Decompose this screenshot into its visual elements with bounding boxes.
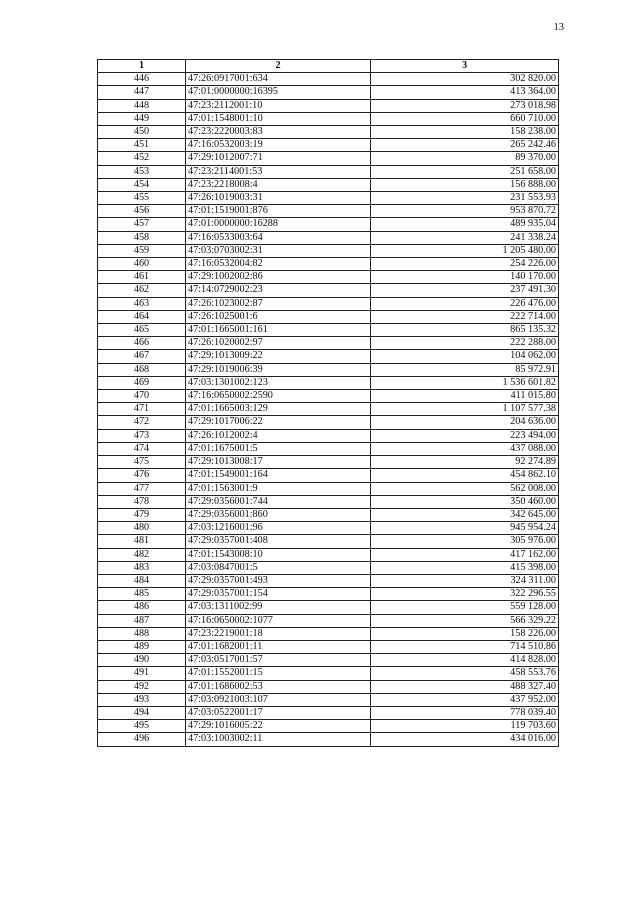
value-cell: 434 016.00 [371, 733, 559, 746]
value-cell: 324 311.00 [371, 574, 559, 587]
row-number-cell: 493 [98, 693, 186, 706]
value-cell: 302 820.00 [371, 73, 559, 86]
row-number-cell: 475 [98, 456, 186, 469]
value-cell: 254 226.00 [371, 258, 559, 271]
value-cell: 559 128.00 [371, 601, 559, 614]
row-number-cell: 473 [98, 429, 186, 442]
cadastral-number-cell: 47:01:1519001:876 [186, 205, 371, 218]
column-header-1: 1 [98, 60, 186, 73]
table-row [98, 165, 559, 178]
cadastral-number-cell: 47:26:1020002:97 [186, 337, 371, 350]
value-cell: 953 870.72 [371, 205, 559, 218]
table-row [98, 258, 559, 271]
value-cell: 437 088.00 [371, 442, 559, 455]
table-row [98, 376, 559, 389]
value-cell: 413 364.00 [371, 86, 559, 99]
value-cell: 562 008.00 [371, 482, 559, 495]
cadastral-number-cell: 47:29:1002002:86 [186, 271, 371, 284]
row-number-cell: 463 [98, 297, 186, 310]
row-number-cell: 455 [98, 192, 186, 205]
value-cell: 1 205 480.00 [371, 244, 559, 257]
table-row [98, 429, 559, 442]
cadastral-number-cell: 47:26:1023002:87 [186, 297, 371, 310]
table-body [98, 73, 559, 746]
row-number-cell: 491 [98, 667, 186, 680]
value-cell: 204 636.00 [371, 416, 559, 429]
table-row [98, 231, 559, 244]
row-number-cell: 484 [98, 574, 186, 587]
table-row [98, 244, 559, 257]
row-number-cell: 464 [98, 310, 186, 323]
table-row [98, 706, 559, 719]
value-cell: 231 553.93 [371, 192, 559, 205]
value-cell: 865 135.32 [371, 324, 559, 337]
value-cell: 140 170.00 [371, 271, 559, 284]
table-row [98, 522, 559, 535]
cadastral-number-cell: 47:01:0000000:16288 [186, 218, 371, 231]
cadastral-number-cell: 47:03:0921003:107 [186, 693, 371, 706]
table-row [98, 601, 559, 614]
table-row [98, 654, 559, 667]
row-number-cell: 477 [98, 482, 186, 495]
cadastral-number-cell: 47:26:1012002:4 [186, 429, 371, 442]
cadastral-number-cell: 47:01:1563001:9 [186, 482, 371, 495]
value-cell: 660 710.00 [371, 112, 559, 125]
value-cell: 241 338.24 [371, 231, 559, 244]
table-row [98, 99, 559, 112]
row-number-cell: 495 [98, 720, 186, 733]
table-row [98, 112, 559, 125]
table-row [98, 205, 559, 218]
row-number-cell: 468 [98, 363, 186, 376]
cadastral-number-cell: 47:01:0000000:16395 [186, 86, 371, 99]
row-number-cell: 485 [98, 588, 186, 601]
cadastral-number-cell: 47:16:0533003:64 [186, 231, 371, 244]
cadastral-number-cell: 47:16:0532003:19 [186, 139, 371, 152]
value-cell: 158 238.00 [371, 126, 559, 139]
value-cell: 92 274.89 [371, 456, 559, 469]
table-row [98, 561, 559, 574]
cadastral-number-cell: 47:23:2220003:83 [186, 126, 371, 139]
table-row [98, 680, 559, 693]
column-header-2: 2 [186, 60, 371, 73]
row-number-cell: 462 [98, 284, 186, 297]
row-number-cell: 482 [98, 548, 186, 561]
cadastral-number-cell: 47:03:0847001:5 [186, 561, 371, 574]
cadastral-number-cell: 47:03:1311002:99 [186, 601, 371, 614]
value-cell: 305 976.00 [371, 535, 559, 548]
row-number-cell: 461 [98, 271, 186, 284]
table-row [98, 574, 559, 587]
value-cell: 222 288.00 [371, 337, 559, 350]
table-header-row [98, 60, 559, 73]
table-row [98, 178, 559, 191]
row-number-cell: 457 [98, 218, 186, 231]
value-cell: 342 645.00 [371, 508, 559, 521]
cadastral-number-cell: 47:03:1003002:11 [186, 733, 371, 746]
table-row [98, 297, 559, 310]
value-cell: 566 329.22 [371, 614, 559, 627]
cadastral-number-cell: 47:23:2219001:18 [186, 627, 371, 640]
cadastral-number-cell: 47:01:1665003:129 [186, 403, 371, 416]
table-row [98, 667, 559, 680]
row-number-cell: 483 [98, 561, 186, 574]
cadastral-number-cell: 47:01:1675001:5 [186, 442, 371, 455]
table-row [98, 442, 559, 455]
row-number-cell: 446 [98, 73, 186, 86]
row-number-cell: 454 [98, 178, 186, 191]
row-number-cell: 453 [98, 165, 186, 178]
cadastral-number-cell: 47:26:1025001:6 [186, 310, 371, 323]
table-row [98, 337, 559, 350]
value-cell: 458 553.76 [371, 667, 559, 680]
cadastral-number-cell: 47:26:0917001:634 [186, 73, 371, 86]
row-number-cell: 474 [98, 442, 186, 455]
value-cell: 322 296.55 [371, 588, 559, 601]
row-number-cell: 496 [98, 733, 186, 746]
table-row [98, 627, 559, 640]
cadastral-number-cell: 47:29:1012007:71 [186, 152, 371, 165]
table-row [98, 350, 559, 363]
table-row [98, 495, 559, 508]
row-number-cell: 452 [98, 152, 186, 165]
table-row [98, 284, 559, 297]
cadastral-number-cell: 47:01:1665001:161 [186, 324, 371, 337]
table-row [98, 192, 559, 205]
cadastral-number-cell: 47:26:1019003:31 [186, 192, 371, 205]
data-table [97, 59, 559, 747]
value-cell: 488 327.40 [371, 680, 559, 693]
row-number-cell: 489 [98, 640, 186, 653]
row-number-cell: 492 [98, 680, 186, 693]
value-cell: 945 954.24 [371, 522, 559, 535]
cadastral-number-cell: 47:01:1682001:11 [186, 640, 371, 653]
row-number-cell: 469 [98, 376, 186, 389]
table-row [98, 614, 559, 627]
table-row [98, 508, 559, 521]
cadastral-number-cell: 47:23:2218008:4 [186, 178, 371, 191]
value-cell: 222 714.00 [371, 310, 559, 323]
cadastral-number-cell: 47:29:0357001:154 [186, 588, 371, 601]
cadastral-number-cell: 47:29:0356001:860 [186, 508, 371, 521]
value-cell: 273 018.98 [371, 99, 559, 112]
row-number-cell: 486 [98, 601, 186, 614]
row-number-cell: 479 [98, 508, 186, 521]
cadastral-number-cell: 47:03:0522001:17 [186, 706, 371, 719]
table-row [98, 271, 559, 284]
value-cell: 119 703.60 [371, 720, 559, 733]
row-number-cell: 466 [98, 337, 186, 350]
cadastral-number-cell: 47:01:1548001:10 [186, 112, 371, 125]
row-number-cell: 465 [98, 324, 186, 337]
column-header-3: 3 [371, 60, 559, 73]
row-number-cell: 490 [98, 654, 186, 667]
value-cell: 415 398.00 [371, 561, 559, 574]
cadastral-number-cell: 47:01:1543008:10 [186, 548, 371, 561]
cadastral-number-cell: 47:29:1019006:39 [186, 363, 371, 376]
cadastral-number-cell: 47:03:0703002:31 [186, 244, 371, 257]
page-number: 13 [553, 22, 564, 33]
value-cell: 156 888.00 [371, 178, 559, 191]
table-row [98, 390, 559, 403]
table-row [98, 640, 559, 653]
cadastral-number-cell: 47:01:1549001:164 [186, 469, 371, 482]
table-row [98, 733, 559, 746]
table-row [98, 693, 559, 706]
value-cell: 104 062.00 [371, 350, 559, 363]
cadastral-number-cell: 47:29:1013008:17 [186, 456, 371, 469]
table-row [98, 152, 559, 165]
cadastral-number-cell: 47:29:0357001:408 [186, 535, 371, 548]
value-cell: 778 039.40 [371, 706, 559, 719]
row-number-cell: 449 [98, 112, 186, 125]
value-cell: 417 162.00 [371, 548, 559, 561]
cadastral-number-cell: 47:16:0650002:1077 [186, 614, 371, 627]
cadastral-number-cell: 47:03:1216001:96 [186, 522, 371, 535]
cadastral-number-cell: 47:29:1017006:22 [186, 416, 371, 429]
value-cell: 226 476.00 [371, 297, 559, 310]
row-number-cell: 451 [98, 139, 186, 152]
value-cell: 265 242.46 [371, 139, 559, 152]
table-row [98, 363, 559, 376]
row-number-cell: 488 [98, 627, 186, 640]
value-cell: 251 658.00 [371, 165, 559, 178]
row-number-cell: 480 [98, 522, 186, 535]
row-number-cell: 459 [98, 244, 186, 257]
table-row [98, 456, 559, 469]
table-row [98, 548, 559, 561]
value-cell: 414 828.00 [371, 654, 559, 667]
table-row [98, 588, 559, 601]
cadastral-number-cell: 47:03:0517001:57 [186, 654, 371, 667]
row-number-cell: 467 [98, 350, 186, 363]
value-cell: 437 952.00 [371, 693, 559, 706]
table-row [98, 403, 559, 416]
table-row [98, 416, 559, 429]
cadastral-number-cell: 47:29:0356001:744 [186, 495, 371, 508]
table-row [98, 535, 559, 548]
table-row [98, 469, 559, 482]
row-number-cell: 460 [98, 258, 186, 271]
cadastral-number-cell: 47:16:0650002:2590 [186, 390, 371, 403]
value-cell: 1 107 577.38 [371, 403, 559, 416]
row-number-cell: 494 [98, 706, 186, 719]
row-number-cell: 450 [98, 126, 186, 139]
value-cell: 158 226.00 [371, 627, 559, 640]
value-cell: 454 862.10 [371, 469, 559, 482]
row-number-cell: 472 [98, 416, 186, 429]
row-number-cell: 476 [98, 469, 186, 482]
table-row [98, 324, 559, 337]
table-row [98, 310, 559, 323]
value-cell: 223 494.00 [371, 429, 559, 442]
value-cell: 237 491.30 [371, 284, 559, 297]
cadastral-number-cell: 47:23:2114001:53 [186, 165, 371, 178]
cadastral-number-cell: 47:14:0729002:23 [186, 284, 371, 297]
table-row [98, 139, 559, 152]
table-row [98, 126, 559, 139]
row-number-cell: 481 [98, 535, 186, 548]
cadastral-number-cell: 47:23:2112001:10 [186, 99, 371, 112]
row-number-cell: 487 [98, 614, 186, 627]
table-row [98, 720, 559, 733]
cadastral-number-cell: 47:29:1016005:22 [186, 720, 371, 733]
value-cell: 85 972.91 [371, 363, 559, 376]
value-cell: 1 536 601.82 [371, 376, 559, 389]
cadastral-number-cell: 47:16:0532004:82 [186, 258, 371, 271]
row-number-cell: 470 [98, 390, 186, 403]
row-number-cell: 448 [98, 99, 186, 112]
row-number-cell: 447 [98, 86, 186, 99]
value-cell: 489 935.04 [371, 218, 559, 231]
row-number-cell: 456 [98, 205, 186, 218]
value-cell: 411 015.80 [371, 390, 559, 403]
value-cell: 350 460.00 [371, 495, 559, 508]
table-row [98, 73, 559, 86]
cadastral-number-cell: 47:29:1013009:22 [186, 350, 371, 363]
cadastral-number-cell: 47:01:1552001:15 [186, 667, 371, 680]
row-number-cell: 478 [98, 495, 186, 508]
cadastral-number-cell: 47:29:0357001:493 [186, 574, 371, 587]
cadastral-number-cell: 47:03:1301002:123 [186, 376, 371, 389]
row-number-cell: 458 [98, 231, 186, 244]
value-cell: 714 510.86 [371, 640, 559, 653]
value-cell: 89 370.00 [371, 152, 559, 165]
row-number-cell: 471 [98, 403, 186, 416]
table-row [98, 218, 559, 231]
table-row [98, 482, 559, 495]
cadastral-number-cell: 47:01:1686002:53 [186, 680, 371, 693]
table-row [98, 86, 559, 99]
